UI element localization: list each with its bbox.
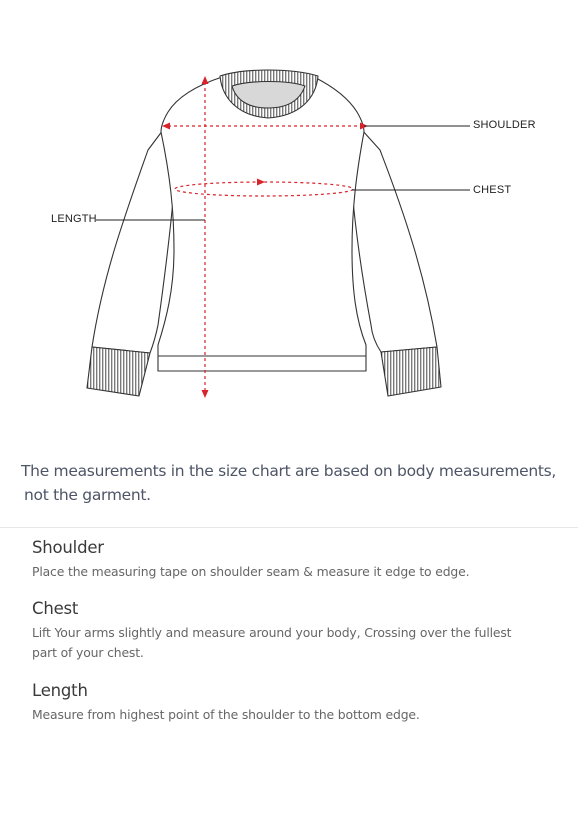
section-shoulder [32, 537, 552, 582]
section-title-shoulder: Shoulder [32, 538, 104, 557]
section-desc-chest-line-1: Lift Your arms slightly and measure around your body, Crossing over the fullest [32, 625, 512, 640]
divider [0, 527, 578, 528]
right-sleeve [352, 130, 437, 352]
section-title-length: Length [32, 681, 88, 700]
note-line-2: not the garment. [24, 486, 151, 504]
sweater-body [158, 77, 366, 371]
length-callout-label: LENGTH [51, 213, 97, 225]
section-length [32, 680, 552, 725]
section-desc-length: Measure from highest point of the shoulder to the bottom edge. [32, 707, 420, 722]
section-chest [32, 598, 552, 662]
length-arrow-bottom [202, 390, 209, 398]
section-desc-chest-line-2: part of your chest. [32, 644, 144, 660]
section-desc-shoulder: Place the measuring tape on shoulder seam & measure it edge to edge. [32, 564, 470, 579]
shoulder-callout-label: SHOULDER [473, 119, 536, 131]
section-title-chest: Chest [32, 599, 79, 618]
length-arrow-top [202, 76, 209, 84]
note-line-1: The measurements in the size chart are based on body measurements, [21, 462, 557, 480]
measurement-note [21, 459, 566, 507]
chest-callout-label: CHEST [473, 184, 512, 196]
left-cuff [87, 347, 150, 396]
section-desc-chest [32, 623, 552, 662]
right-cuff [381, 347, 441, 396]
left-sleeve [92, 130, 174, 353]
